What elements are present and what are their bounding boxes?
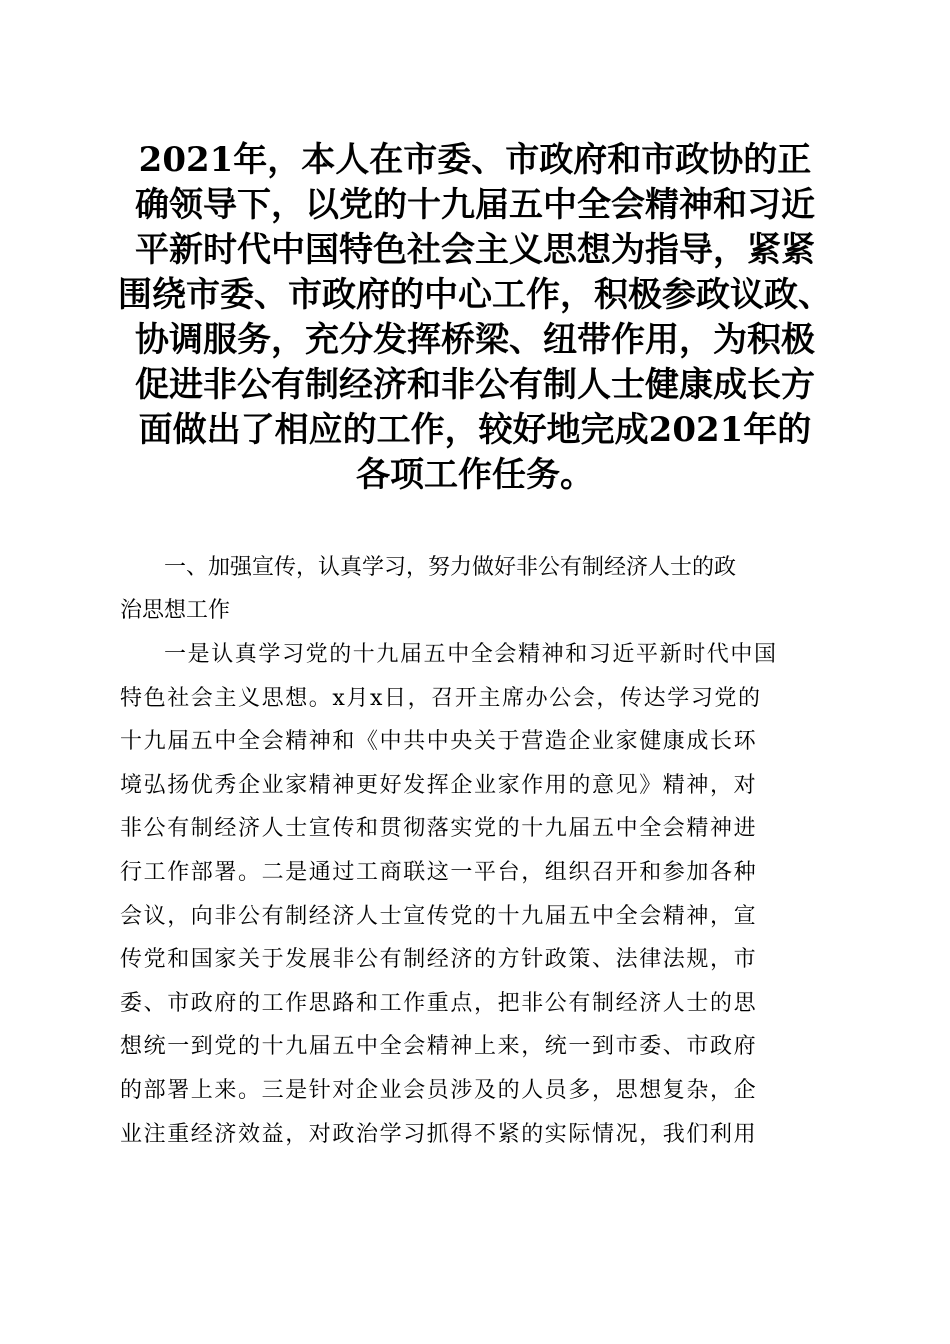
title-line: 各项工作任务。 bbox=[356, 455, 594, 495]
title-line: 2021年，本人在市委、市政府和市政协的正 bbox=[138, 140, 812, 180]
paragraph-line: 行工作部署。二是通过工商联这一平台，组织召开和参加各种 bbox=[120, 859, 758, 885]
title-line: 平新时代中国特色社会主义思想为指导，紧紧 bbox=[135, 230, 815, 270]
paragraph-line: 传党和国家关于发展非公有制经济的方针政策、法律法规，市 bbox=[120, 947, 758, 973]
paragraph-line: 境弘扬优秀企业家精神更好发挥企业家作用的意见》精神，对 bbox=[120, 772, 758, 798]
paragraph-line: 的部署上来。三是针对企业会员涉及的人员多，思想复杂，企 bbox=[120, 1077, 758, 1103]
document-title bbox=[100, 138, 850, 498]
paragraph-line: 委、市政府的工作思路和工作重点，把非公有制经济人士的思 bbox=[120, 990, 758, 1016]
paragraph-line: 一是认真学习党的十九届五中全会精神和习近平新时代中国 bbox=[164, 642, 778, 667]
section-heading bbox=[120, 546, 830, 632]
body-paragraph bbox=[120, 633, 830, 1156]
title-line: 促进非公有制经济和非公有制人士健康成长方 bbox=[135, 365, 815, 405]
paragraph-line: 特色社会主义思想。x月x日，召开主席办公会，传达学习党的 bbox=[120, 685, 762, 711]
paragraph-line: 想统一到党的十九届五中全会精神上来，统一到市委、市政府 bbox=[120, 1034, 758, 1060]
section-heading-line: 一、加强宣传，认真学习，努力做好非公有制经济人士的政 bbox=[164, 555, 737, 580]
paragraph-line: 非公有制经济人士宣传和贯彻落实党的十九届五中全会精神进 bbox=[120, 816, 758, 842]
title-line: 围绕市委、市政府的中心工作，积极参政议政、 bbox=[118, 275, 832, 315]
title-line: 面做出了相应的工作，较好地完成2021年的 bbox=[138, 410, 812, 450]
title-line: 协调服务，充分发挥桥梁、纽带作用，为积极 bbox=[135, 320, 815, 360]
section-heading-line: 治思想工作 bbox=[120, 598, 231, 623]
paragraph-line: 会议，向非公有制经济人士宣传党的十九届五中全会精神，宣 bbox=[120, 903, 758, 929]
title-line: 确领导下，以党的十九届五中全会精神和习近 bbox=[135, 185, 815, 225]
paragraph-line: 业注重经济效益，对政治学习抓得不紧的实际情况，我们利用 bbox=[120, 1121, 758, 1147]
paragraph-line: 十九届五中全会精神和《中共中央关于营造企业家健康成长环 bbox=[120, 729, 758, 755]
